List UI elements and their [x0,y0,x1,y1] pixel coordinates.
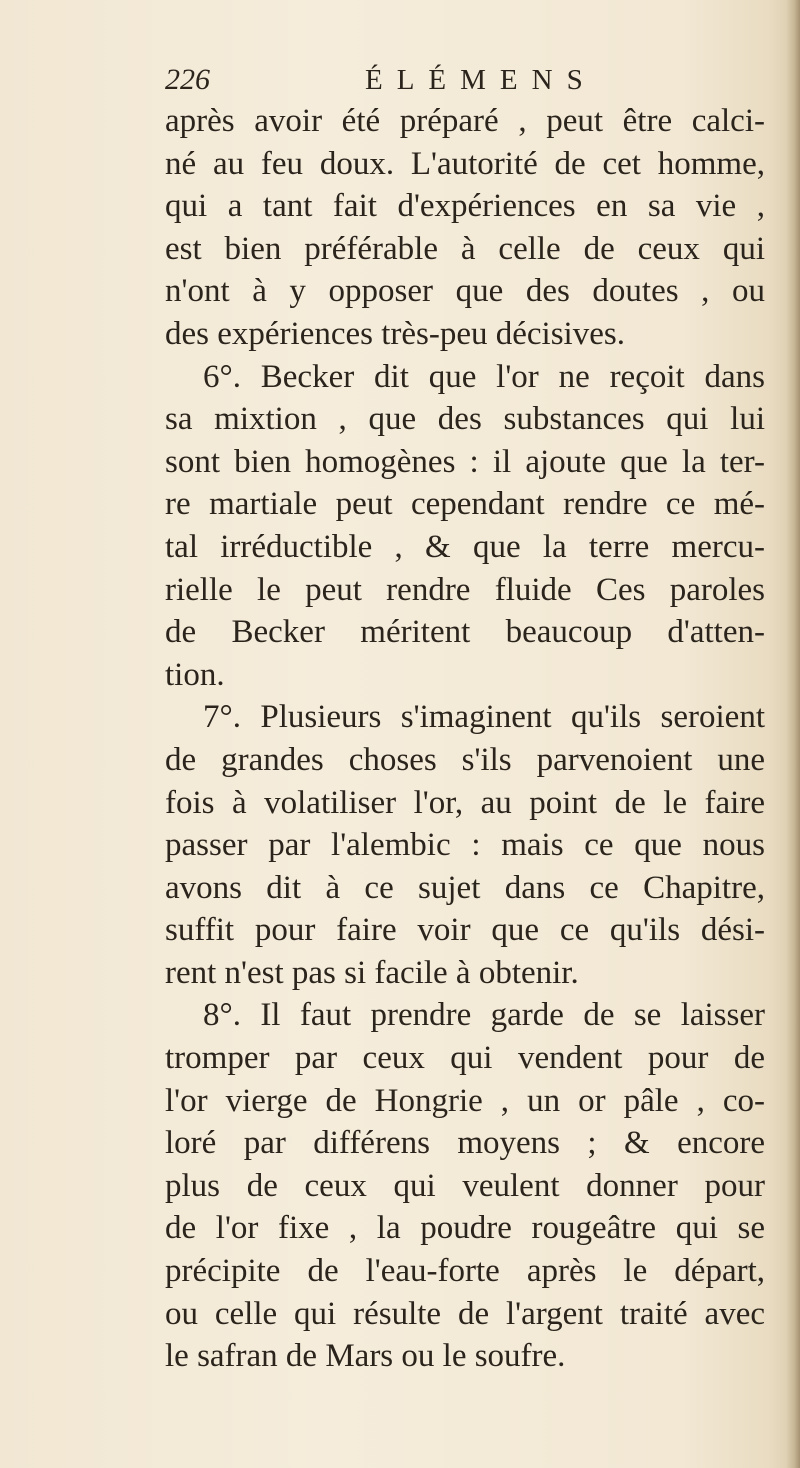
text-line: 6°. Becker dit que l'or ne reçoit dans [203,358,765,395]
text-line: tion. [165,656,225,693]
text-line: qui a tant fait d'expériences en sa vie , [165,188,765,225]
text-line: de grandes choses s'ils parvenoient une [165,741,765,778]
text-line: rent n'est pas si facile à obtenir. [165,954,579,991]
page-header [165,60,625,100]
text-line: l'or vierge de Hongrie , un or pâle , co- [165,1082,765,1119]
text-line: de Becker méritent beaucoup d'atten- [165,614,765,651]
text-line: précipite de l'eau-forte après le départ, [165,1253,765,1290]
text-line: 8°. Il faut prendre garde de se laisser [203,997,765,1034]
text-line: de l'or fixe , la poudre rougeâtre qui se [165,1210,765,1247]
text-line: est bien préférable à celle de ceux qui [165,230,765,267]
page-number: 226 [165,63,210,96]
text-line: 7°. Plusieurs s'imaginent qu'ils seroient [203,699,765,736]
text-line: loré par différens moyens ; & encore [165,1125,765,1162]
text-line: fois à volatiliser l'or, au point de le faire [165,784,765,821]
text-line: des expériences très-peu décisives. [165,315,625,352]
text-line: sa mixtion , que des substances qui lui [165,401,765,438]
page-edge-shadow [786,0,800,1468]
text-line: n'ont à y opposer que des doutes , ou [165,273,765,310]
text-line: le safran de Mars ou le soufre. [165,1338,566,1375]
body-text [165,100,765,1378]
text-line: né au feu doux. L'autorité de cet homme, [165,145,765,182]
text-line: après avoir été préparé , peut être calci- [165,103,765,139]
running-title: ÉLÉMENS [365,64,597,96]
text-line: plus de ceux qui veulent donner pour [165,1167,765,1204]
text-line: rielle le peut rendre fluide Ces paroles [165,571,765,608]
text-line: avons dit à ce sujet dans ce Chapitre, [165,869,765,906]
text-line: passer par l'alembic : mais ce que nous [165,827,765,864]
text-line: sont bien homogènes : il ajoute que la ter- [165,443,765,480]
text-line: tromper par ceux qui vendent pour de [165,1040,765,1077]
text-line: tal irréductible , & que la terre mercu- [165,528,765,565]
text-line: ou celle qui résulte de l'argent traité avec [165,1295,765,1332]
text-line: suffit pour faire voir que ce qu'ils dési- [165,912,765,949]
text-line: re martiale peut cependant rendre ce mé- [165,486,765,523]
